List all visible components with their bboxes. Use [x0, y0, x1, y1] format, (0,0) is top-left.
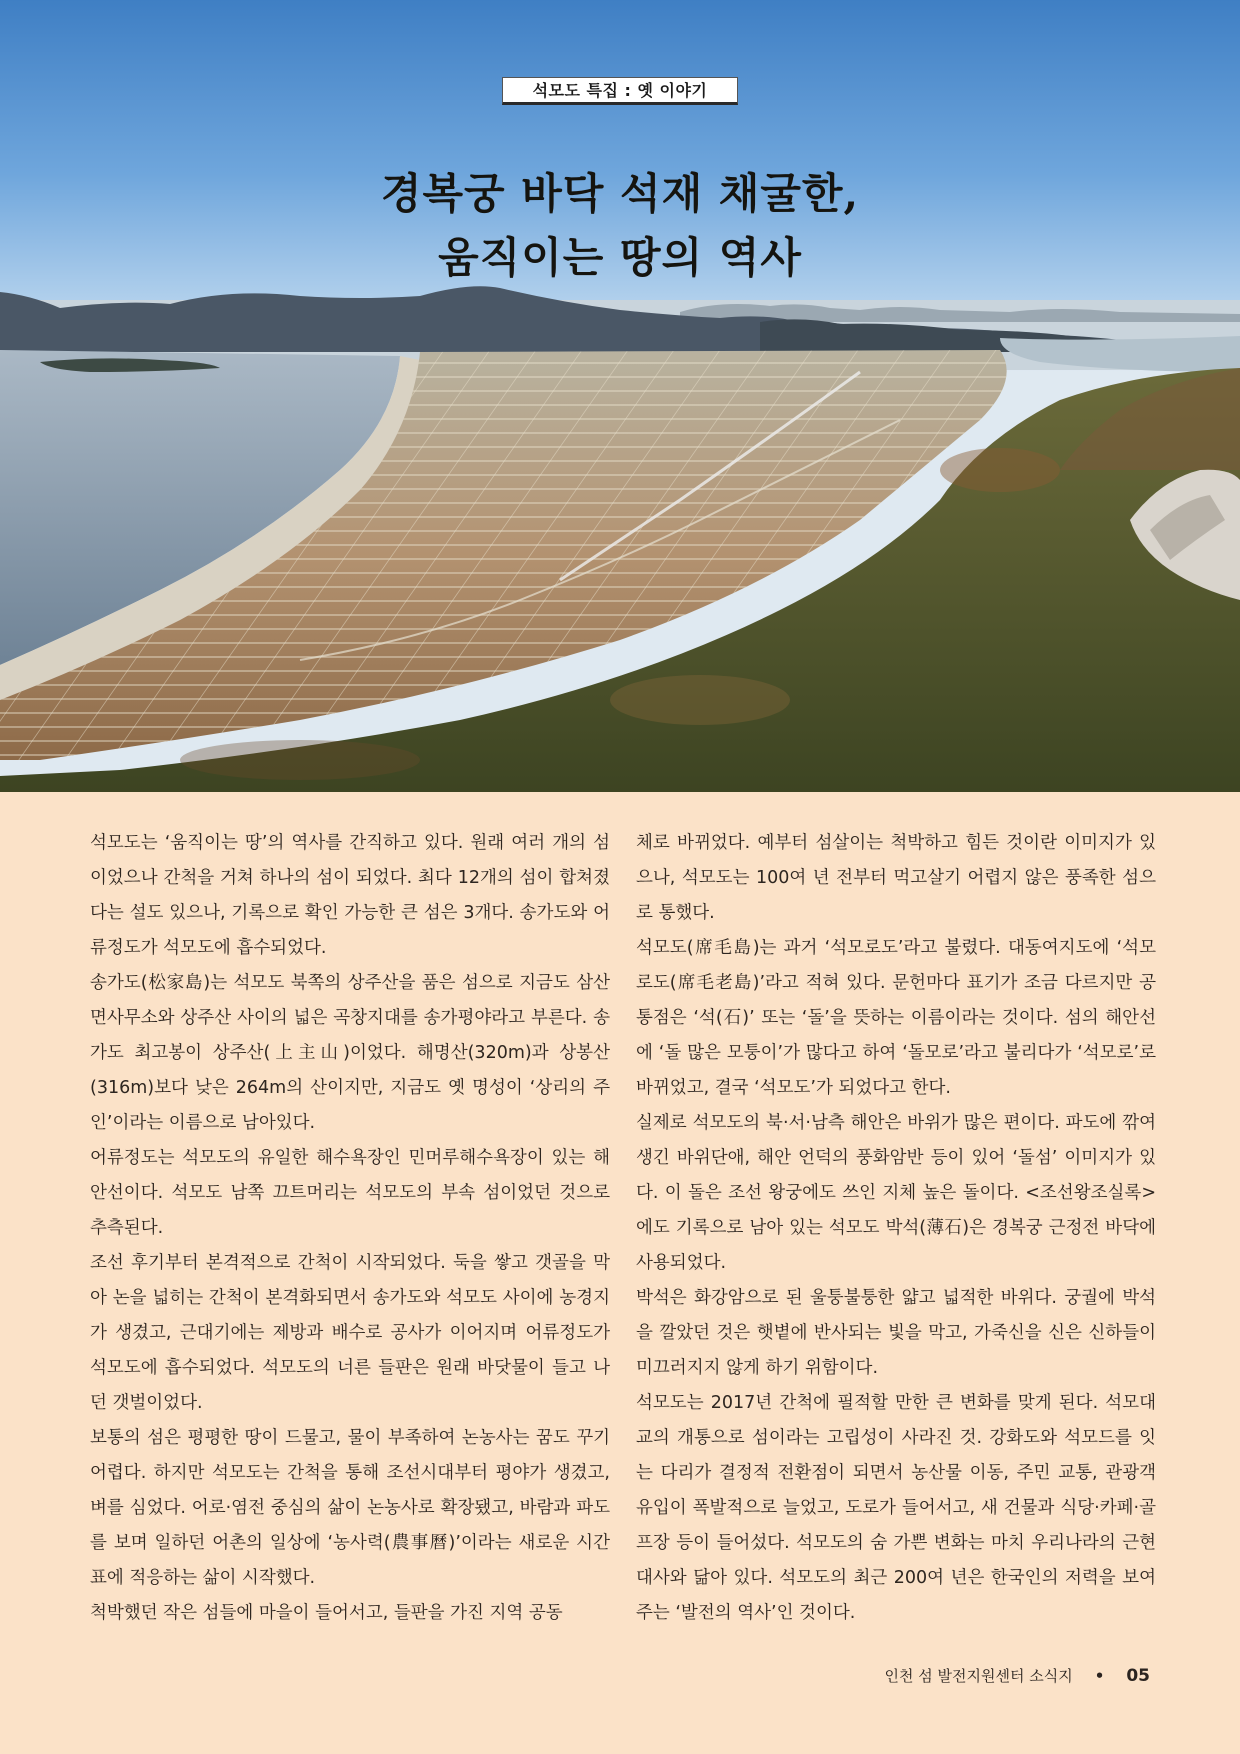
footer-bullet: •: [1094, 1667, 1105, 1685]
page-title: [0, 162, 1240, 290]
paragraph: 송가도(松家島)는 석모도 북쪽의 상주산을 품은 섬으로 지금도 삼산면사무소와 상주산 사이의 넓은 곡창지대를 송가평야라고 부른다. 송가도 최고봉이 상주산(上主山)이었다. 해명산(320m)과 상봉산(316m)보다 낮은 264m의 산이지만, 지금도 옛 명성이 ‘상리의 주인’이라는 이름으로 남아있다.: [90, 973, 610, 1133]
paragraph: 척박했던 작은 섬들에 마을이 들어서고, 들판을 가진 지역 공동: [90, 1603, 563, 1623]
paragraph: 체로 바뀌었다. 예부터 섬살이는 척박하고 힘든 것이란 이미지가 있으나, 석모도는 100여 년 전부터 먹고살기 어렵지 않은 풍족한 섬으로 통했다.: [636, 833, 1156, 923]
page-number: 05: [1126, 1666, 1150, 1686]
section-tag: 석모도 특집 : 옛 이야기: [502, 77, 738, 105]
publication-name: 인천 섬 발전지원센터 소식지: [884, 1667, 1073, 1685]
paragraph: 석모도는 2017년 간척에 필적할 만한 큰 변화를 맞게 된다. 석모대교의 개통으로 섬이라는 고립성이 사라진 것. 강화도와 석모드를 잇는 다리가 결정적 전환점이 되면서 농산물 이동, 주민 교통, 관광객 유입이 폭발적으로 늘었고, 도로가 들어서고, 새 건물과 식당·카페·골프장 등이 들어섰다. 석모도의 숨 가쁜 변화는 마치 우리나라의 근현대사와 닮아 있다. 석모도의 최근 200여 년은 한국인의 저력을 보여 주는 ‘발전의 역사’인 것이다.: [636, 1393, 1156, 1623]
article-column-left: [90, 826, 610, 1631]
paragraph: 보통의 섬은 평평한 땅이 드물고, 물이 부족하여 논농사는 꿈도 꾸기 어렵다. 하지만 석모도는 간척을 통해 조선시대부터 평야가 생겼고, 벼를 심었다. 어로·염전 중심의 삶이 논농사로 확장됐고, 바람과 파도를 보며 일하던 어촌의 일상에 ‘농사력(農事曆)’이라는 새로운 시간표에 적응하는 삶이 시작했다.: [90, 1428, 610, 1588]
title-line-2: 움직이는 땅의 역사: [438, 233, 802, 282]
landscape-illustration: [0, 0, 1240, 792]
paragraph: 조선 후기부터 본격적으로 간척이 시작되었다. 둑을 쌓고 갯골을 막아 논을 넓히는 간척이 본격화되면서 송가도와 석모도 사이에 농경지가 생겼고, 근대기에는 제방과 배수로 공사가 이어지며 어류정도가 석모도에 흡수되었다. 석모도의 너른 들판은 원래 바닷물이 들고 나던 갯벌이었다.: [90, 1253, 610, 1413]
paragraph: 석모도는 ‘움직이는 땅’의 역사를 간직하고 있다. 원래 여러 개의 섬이었으나 간척을 거쳐 하나의 섬이 되었다. 최다 12개의 섬이 합쳐졌다는 설도 있으나, 기록으로 확인 가능한 큰 섬은 3개다. 송가도와 어류정도가 석모도에 흡수되었다.: [90, 833, 610, 958]
paragraph: 박석은 화강암으로 된 울퉁불퉁한 얇고 넓적한 바위다. 궁궐에 박석을 깔았던 것은 햇볕에 반사되는 빛을 막고, 가죽신을 신은 신하들이 미끄러지지 않게 하기 위함이다.: [636, 1288, 1156, 1378]
paragraph: 실제로 석모도의 북·서·남측 해안은 바위가 많은 편이다. 파도에 깎여 생긴 바위단애, 해안 언덕의 풍화암반 등이 있어 ‘돌섬’ 이미지가 있다. 이 돌은 조선 왕궁에도 쓰인 지체 높은 돌이다. <조선왕조실록>에도 기록으로 남아 있는 석모도 박석(薄石)은 경복궁 근정전 바닥에 사용되었다.: [636, 1113, 1156, 1273]
paragraph: 어류정도는 석모도의 유일한 해수욕장인 민머루해수욕장이 있는 해안선이다. 석모도 남쪽 끄트머리는 석모도의 부속 섬이었던 것으로 추측된다.: [90, 1148, 610, 1238]
article-column-right: [636, 826, 1156, 1631]
hero-photo: [0, 0, 1240, 792]
title-line-1: 경복궁 바닥 석재 채굴한,: [380, 169, 860, 218]
paragraph: 석모도(席毛島)는 과거 ‘석모로도’라고 불렸다. 대동여지도에 ‘석모로도(席毛老島)’라고 적혀 있다. 문헌마다 표기가 조금 다르지만 공통점은 ‘석(石)’ 또는 ‘돌’을 뜻하는 이름이라는 것이다. 섬의 해안선에 ‘돌 많은 모퉁이’가 많다고 하여 ‘돌모로’라고 불리다가 ‘석모로’로 바뀌었고, 결국 ‘석모도’가 되었다고 한다.: [636, 938, 1156, 1098]
page-footer: [885, 1665, 1150, 1686]
